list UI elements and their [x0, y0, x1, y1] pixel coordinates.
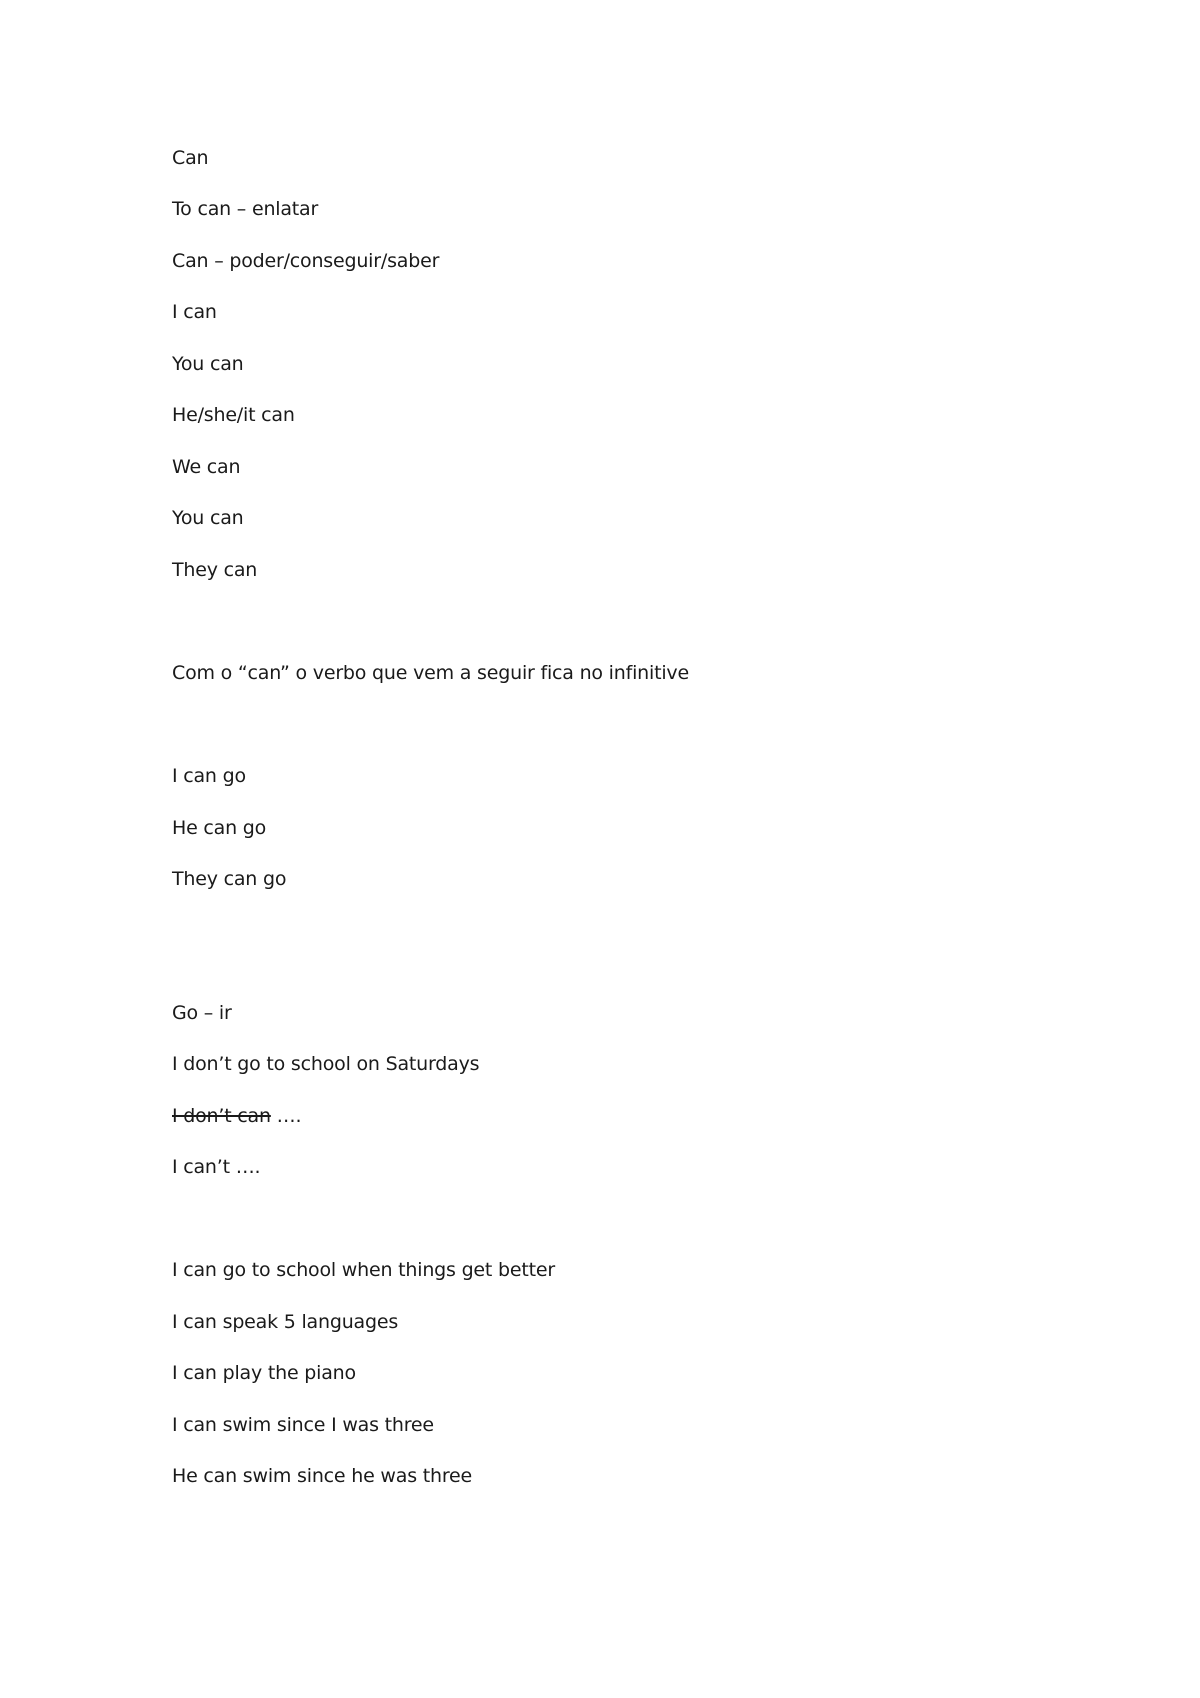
text-line: We can: [172, 456, 241, 478]
text-line: I can: [172, 301, 217, 323]
text-line: I can go to school when things get better: [172, 1259, 555, 1281]
struck-text: I don’t can: [172, 1105, 271, 1127]
text-line: He can go: [172, 817, 267, 839]
text-line: He can swim since he was three: [172, 1465, 473, 1487]
text-line: Can – poder/conseguir/saber: [172, 250, 440, 272]
struck-text-line: [172, 1104, 301, 1128]
text-line: They can: [172, 559, 258, 581]
text-line: I can go: [172, 765, 246, 787]
text-line: They can go: [172, 868, 287, 890]
text-line: Com o “can” o verbo que vem a seguir fica no infinitive: [172, 662, 689, 684]
text-line: I can’t ….: [172, 1156, 261, 1178]
text-after-strike: ….: [270, 1105, 302, 1127]
text-line: Go – ir: [172, 1002, 232, 1024]
text-line: You can: [172, 507, 244, 529]
text-line: He/she/it can: [172, 404, 295, 426]
text-line: I can swim since I was three: [172, 1414, 434, 1436]
text-line: I can speak 5 languages: [172, 1311, 399, 1333]
text-line: I can play the piano: [172, 1362, 356, 1384]
text-line: I don’t go to school on Saturdays: [172, 1053, 480, 1075]
text-line: You can: [172, 353, 244, 375]
text-line: Can: [172, 147, 209, 169]
text-line: To can – enlatar: [172, 198, 319, 220]
